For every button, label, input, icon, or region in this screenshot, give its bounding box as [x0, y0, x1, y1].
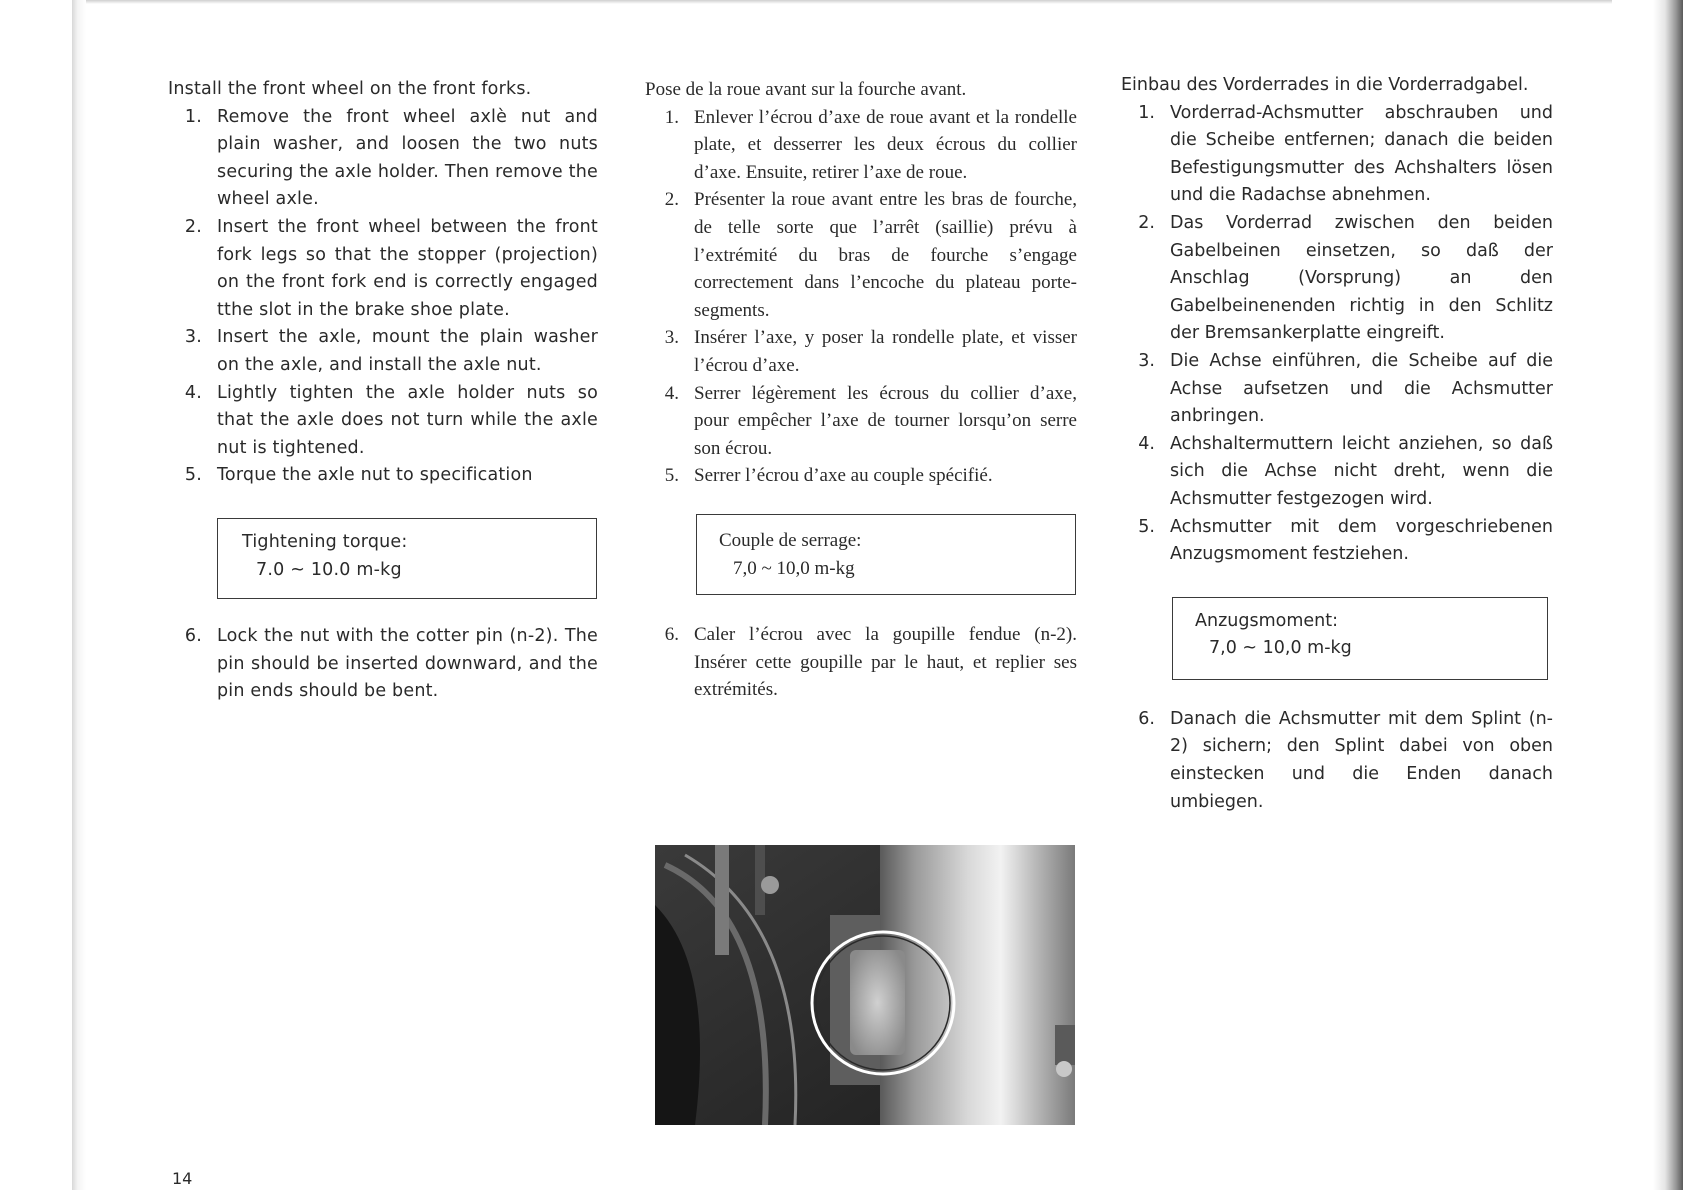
step-number: 6. — [664, 624, 679, 646]
german-column — [1121, 72, 1553, 816]
list-item — [168, 324, 598, 379]
step-text: Danach die Achsmutter mit dem Splint (n-2) sichern; den Splint dabei von oben einstecken und die Enden danach umbiegen. — [1170, 708, 1553, 812]
page-number: 14 — [172, 1169, 193, 1188]
english-steps — [168, 104, 598, 490]
step-number: 2. — [1138, 212, 1155, 233]
german-steps — [1121, 100, 1553, 569]
list-item — [168, 462, 598, 490]
step-number: 2. — [184, 216, 202, 237]
list-item — [1121, 348, 1553, 431]
german-final-step — [1121, 706, 1553, 816]
spec-label: Couple de serrage: — [719, 529, 862, 551]
page-edge-top — [72, 0, 1612, 4]
step-text: Insérer l’axe, y poser la rondelle plate, et visser l’écrou d’axe. — [694, 327, 1077, 376]
french-intro: Pose de la roue avant sur la fourche avant. — [645, 79, 967, 100]
list-item — [645, 324, 1077, 379]
french-column — [645, 76, 1077, 704]
spec-label: Anzugsmoment: — [1195, 610, 1338, 631]
list-item — [168, 623, 598, 706]
page-edge-right — [1653, 0, 1683, 1190]
step-number: 1. — [184, 106, 202, 127]
english-column — [168, 76, 598, 706]
step-number: 5. — [1138, 516, 1155, 537]
german-intro: Einbau des Vorderrades in die Vorderradgabel. — [1121, 75, 1529, 95]
spec-value: 7.0 ~ 10.0 m-kg — [256, 559, 402, 580]
list-item — [168, 214, 598, 324]
list-item — [168, 104, 598, 214]
step-number: 1. — [664, 106, 679, 128]
french-steps — [645, 104, 1077, 490]
list-item — [645, 380, 1077, 463]
list-item — [645, 462, 1077, 490]
step-number: 3. — [664, 327, 679, 349]
step-text: Lock the nut with the cotter pin (n-2). The pin should be inserted downward, and the pin ends should be bent. — [217, 626, 598, 702]
step-number: 3. — [184, 327, 202, 348]
step-text: Présenter la roue avant entre les bras de fourche, de telle sorte que l’arrêt (saillie) prévu à l’extrémité du bras de fourche s’engage correctement dans l’encoche du plateau porte-segments. — [694, 189, 1077, 321]
list-item — [1121, 706, 1553, 816]
english-intro: Install the front wheel on the front forks. — [168, 79, 532, 99]
step-text: Caler l’écrou avec la goupille fendue (n-2). Insérer cette goupille par le haut, et replier ses extrémités. — [694, 624, 1077, 701]
torque-spec-box — [1172, 597, 1548, 680]
step-number: 6. — [184, 626, 202, 647]
step-number: 6. — [1138, 708, 1155, 729]
page-edge-left — [72, 0, 86, 1190]
spec-value: 7,0 ~ 10,0 m-kg — [1209, 638, 1352, 659]
step-number: 5. — [664, 465, 679, 487]
step-text: Serrer l’écrou d’axe au couple spécifié. — [694, 465, 993, 487]
spec-label: Tightening torque: — [242, 531, 408, 552]
torque-spec-box — [696, 514, 1076, 595]
list-item — [1121, 210, 1553, 348]
step-text: Vorderrad-Achsmutter abschrauben und die Scheibe entfernen; danach die beiden Befestigungsmutter des Achshalters lösen und die Radachse abnehmen. — [1170, 102, 1553, 206]
list-item — [645, 186, 1077, 324]
torque-spec-box — [217, 518, 597, 599]
spec-value: 7,0 ~ 10,0 m-kg — [733, 557, 855, 579]
list-item — [1121, 100, 1553, 210]
step-number: 1. — [1138, 102, 1155, 123]
step-text: Achsmutter mit dem vorgeschriebenen Anzugsmoment festziehen. — [1170, 516, 1553, 565]
step-text: Das Vorderrad zwischen den beiden Gabelbeinen einsetzen, so daß der Anschlag (Vorsprung) an den Gabelbeinenenden richtig in den Schlitz der Bremsankerplatte eingreift. — [1170, 212, 1553, 344]
step-number: 4. — [1138, 433, 1155, 454]
step-number: 4. — [664, 382, 679, 404]
list-item — [1121, 514, 1553, 569]
list-item — [168, 380, 598, 463]
english-final-step — [168, 623, 598, 706]
step-text: Serrer légèrement les écrous du collier d’axe, pour empêcher l’axe de tourner lorsqu’on serre son écrou. — [694, 382, 1077, 459]
list-item — [645, 621, 1077, 704]
front-fork-photo — [655, 845, 1075, 1125]
step-text: Remove the front wheel axlè nut and plain washer, and loosen the two nuts securing the axle holder. Then remove the wheel axle. — [217, 106, 598, 210]
front-fork-photo-drawing — [655, 845, 1075, 1125]
list-item — [645, 104, 1077, 187]
list-item — [1121, 431, 1553, 514]
step-text: Achshaltermuttern leicht anziehen, so daß sich die Achse nicht dreht, wenn die Achsmutter festgezogen wird. — [1170, 433, 1553, 509]
step-text: Lightly tighten the axle holder nuts so that the axle does not turn while the axle nut is tightened. — [217, 382, 598, 458]
step-number: 3. — [1138, 350, 1155, 371]
step-number: 5. — [184, 465, 202, 486]
step-number: 2. — [664, 189, 679, 211]
step-text: Torque the axle nut to specification — [217, 465, 533, 486]
step-number: 4. — [184, 382, 202, 403]
step-text: Insert the front wheel between the front fork legs so that the stopper (projection) on the front fork end is correctly engaged tthe slot in the brake shoe plate. — [217, 216, 598, 320]
step-text: Insert the axle, mount the plain washer on the axle, and install the axle nut. — [217, 327, 598, 375]
step-text: Enlever l’écrou d’axe de roue avant et la rondelle plate, et desserrer les deux écrous du collier d’axe. Ensuite, retirer l’axe de roue. — [694, 106, 1077, 183]
step-text: Die Achse einführen, die Scheibe auf die Achse aufsetzen und die Achsmutter anbringen. — [1170, 350, 1553, 427]
french-final-step — [645, 621, 1077, 704]
